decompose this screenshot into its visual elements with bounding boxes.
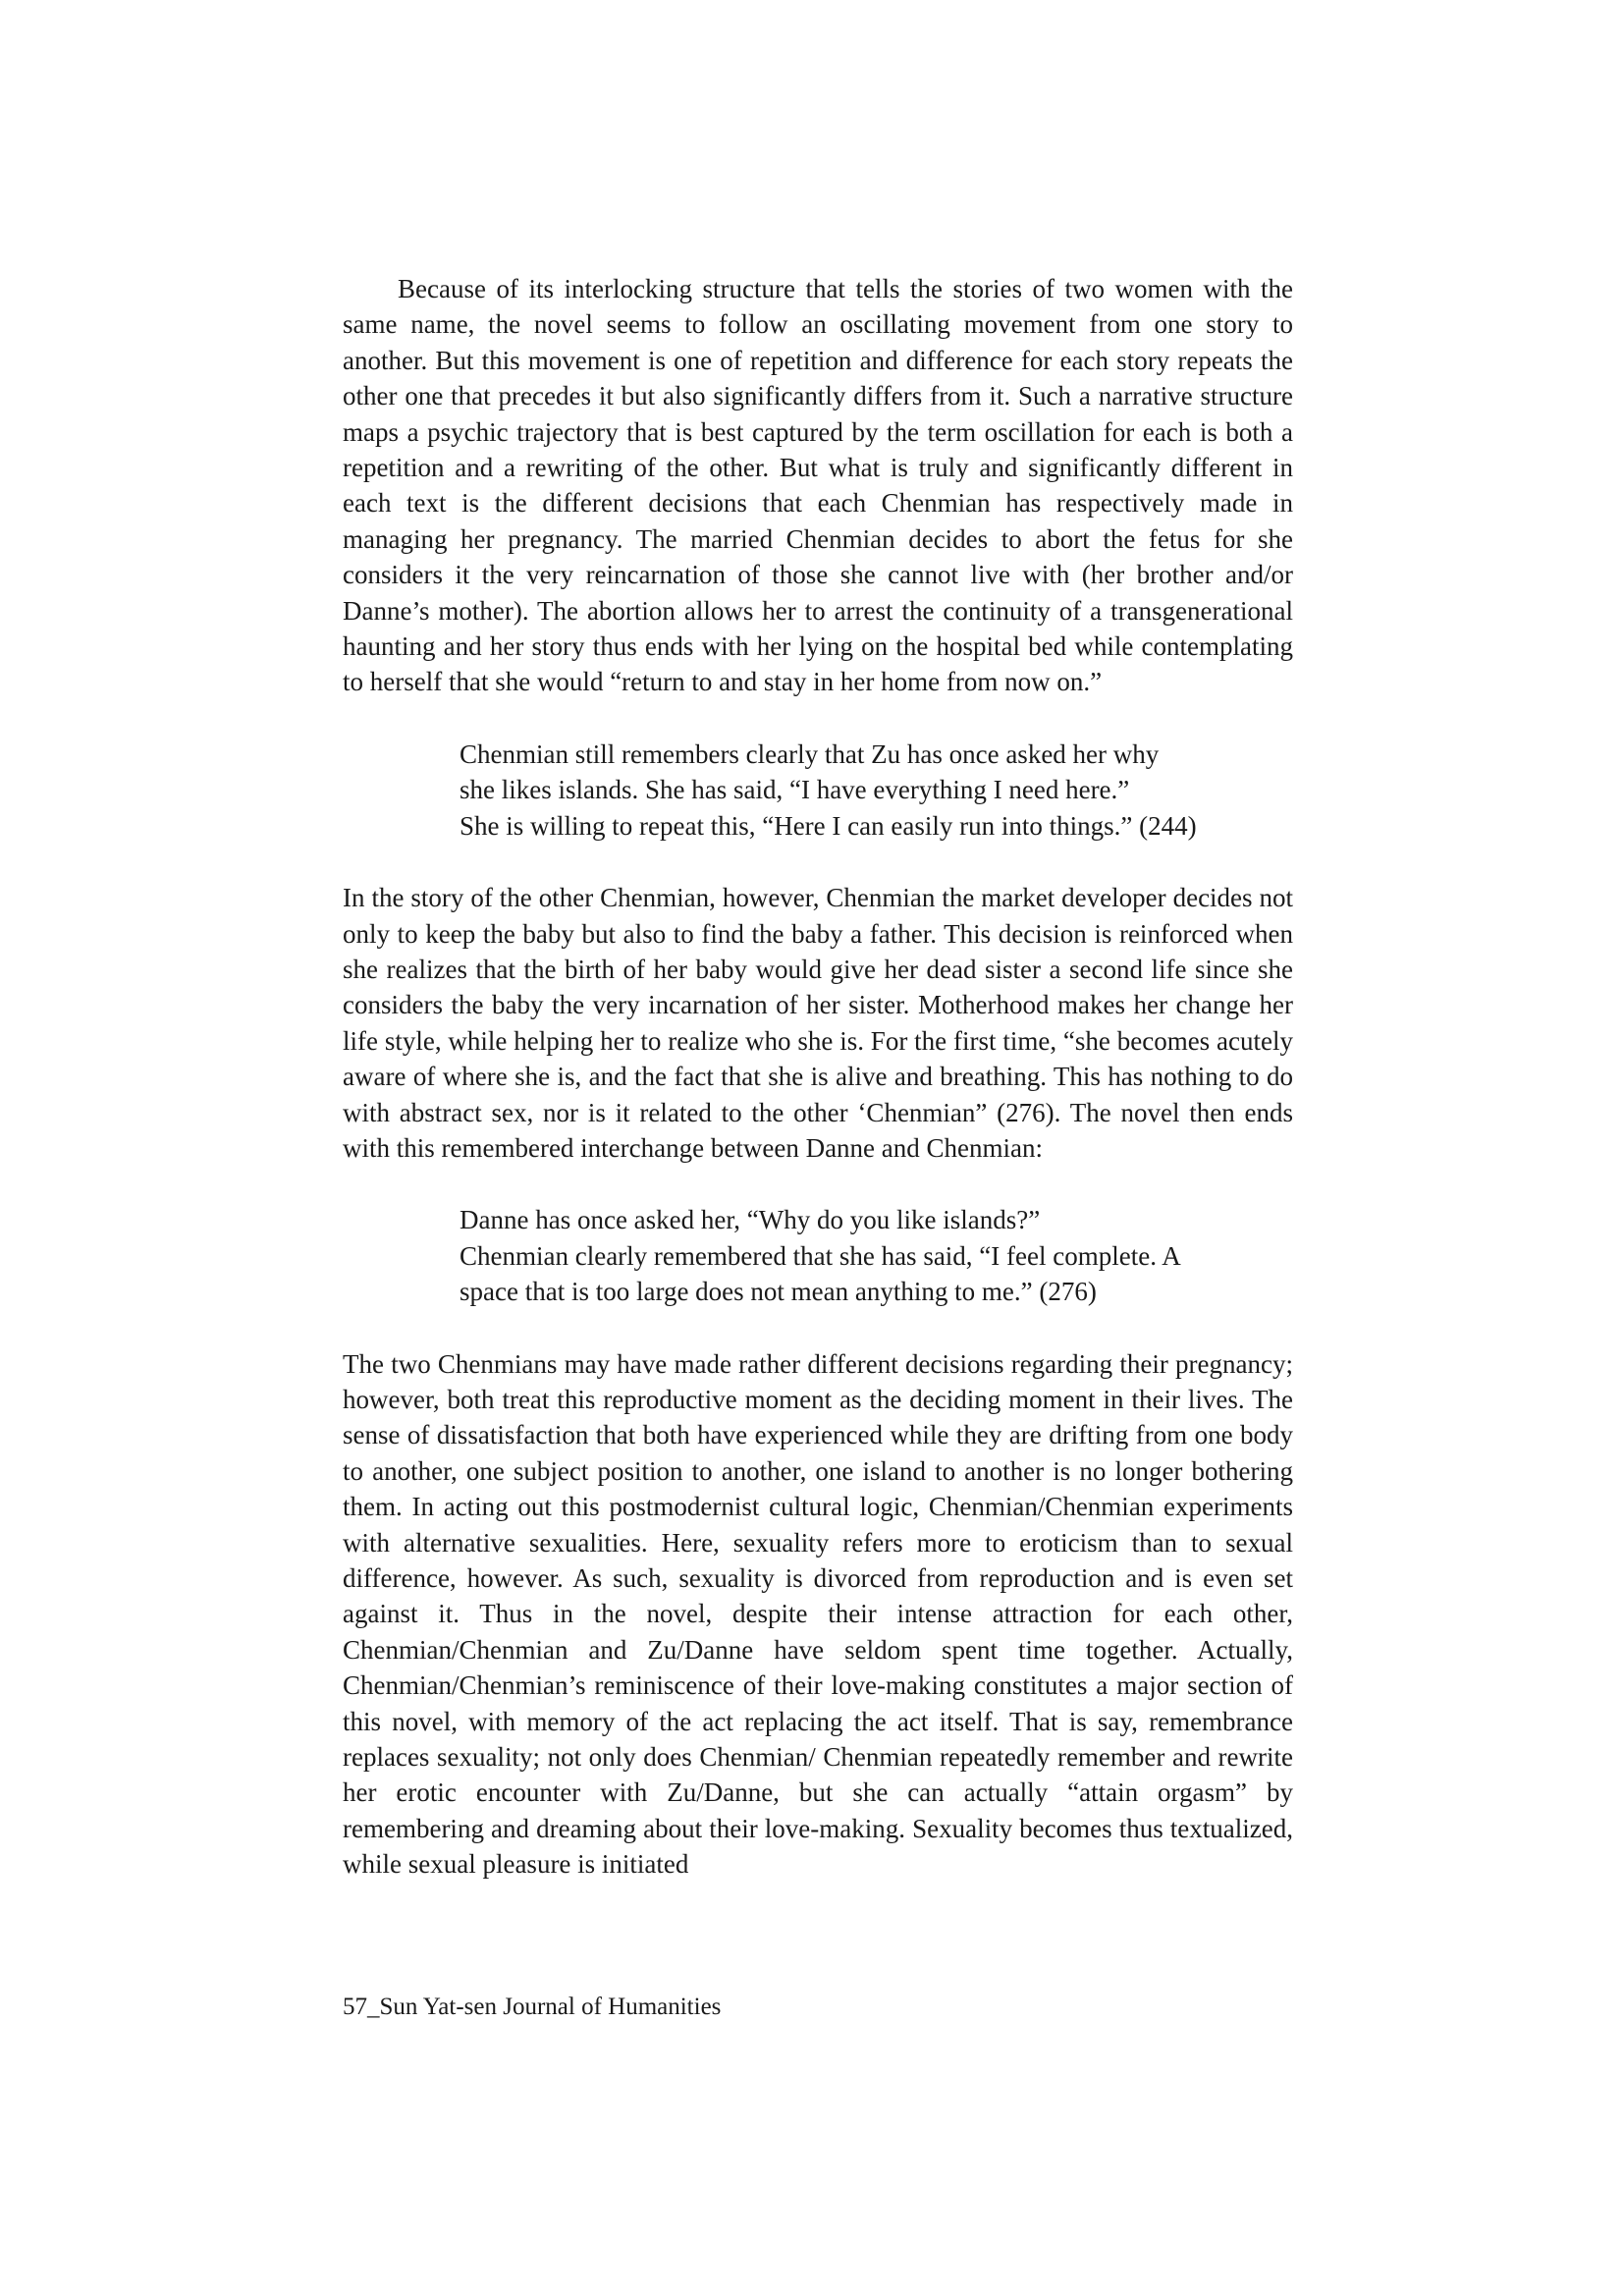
block-quote-line: Chenmian clearly remembered that she has said, “I feel complete. A: [460, 1240, 1181, 1271]
body-paragraph-2: In the story of the other Chenmian, however, Chenmian the market developer decides not only to keep the baby but also to find the baby a father. This decision is reinforced when she realizes that the birth of her baby would give her dead sister a second life since she considers the baby the very incarnation of her sister. Motherhood makes her change her life style, while helping her to realize who she is. For the first time, “she becomes acutely aware of where she is, and the fact that she is alive and breathing. This has nothing to do with abstract sex, nor is it related to the other ‘Chenmian” (276). The novel then ends with this remembered interchange between Danne and Chenmian:: [343, 883, 1293, 1163]
page-body: [343, 271, 1293, 1883]
body-paragraph-1: Because of its interlocking structure that tells the stories of two women with the same name, the novel seems to follow an oscillating movement from one story to another. But this movement is one of repetition and difference for each story repeats the other one that precedes it but also significantly differs from it. Such a narrative structure maps a psychic trajectory that is best captured by the term oscillation for each is both a repetition and a rewriting of the other. But what is truly and significantly different in each text is the different decisions that each Chenmian has respectively made in managing her pregnancy. The married Chenmian decides to abort the fetus for she considers it the very reincarnation of those she cannot live with (her brother and/or Danne’s mother). The abortion allows her to arrest the continuity of a transgenerational haunting and her story thus ends with her lying on the hospital bed while contemplating to herself that she would “return to and stay in her home from now on.”: [343, 274, 1293, 697]
block-quote-line: space that is too large does not mean anything to me.” (276): [460, 1277, 1097, 1307]
running-footer: 57_Sun Yat-sen Journal of Humanities: [343, 1994, 722, 2020]
body-paragraph-3: The two Chenmians may have made rather different decisions regarding their pregnancy; however, both treat this reproductive moment as the deciding moment in their lives. The sense of dissatisfaction that both have experienced while they are drifting from one body to another, one subject position to another, one island to another is no longer bothering them. In acting out this postmodernist cultural logic, Chenmian/Chenmian experiments with alternative sexualities. Here, sexuality refers more to eroticism than to sexual difference, however. As such, sexuality is divorced from reproduction and is even set against it. Thus in the novel, despite their intense attraction for each other, Chenmian/Chenmian and Zu/Danne have seldom spent time together. Actually, Chenmian/Chenmian’s reminiscence of their love-making constitutes a major section of this novel, with memory of the act replacing the act itself. That is say, remembrance replaces sexuality; not only does Chenmian/ Chenmian repeatedly remember and rewrite her erotic encounter with Zu/Danne, but she can actually “attain orgasm” by remembering and dreaming about their love-making. Sexuality becomes thus textualized, while sexual pleasure is initiated: [343, 1348, 1293, 1880]
block-quote-line: Danne has once asked her, “Why do you like islands?”: [460, 1205, 1041, 1235]
block-quote-line: Chenmian still remembers clearly that Zu has once asked her why: [460, 738, 1160, 769]
block-quote-line: she likes islands. She has said, “I have everything I need here.”: [460, 775, 1130, 805]
block-quote-1: [343, 737, 1197, 844]
block-quote-line: She is willing to repeat this, “Here I can easily run into things.” (244): [460, 810, 1197, 841]
block-quote-2: [343, 1202, 1181, 1309]
